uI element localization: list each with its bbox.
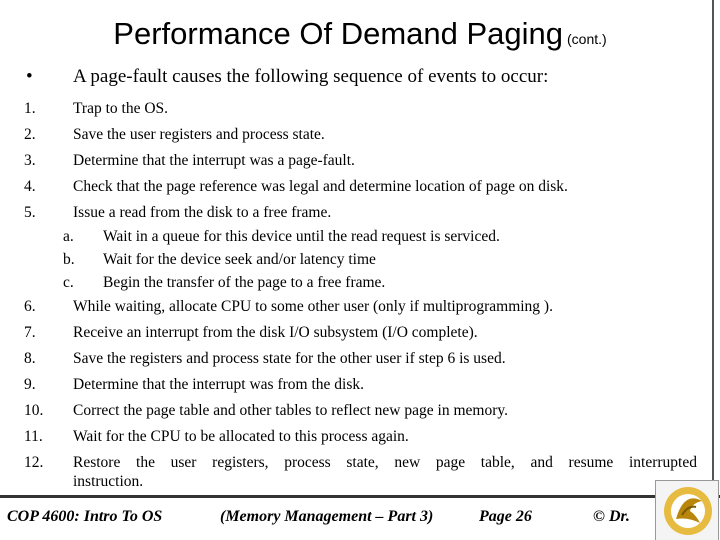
- step-text: Correct the page table and other tables to reflect new page in memory.: [73, 402, 508, 419]
- step-text: Determine that the interrupt was a page-fault.: [73, 152, 355, 169]
- footer-copyright: © Dr.: [593, 508, 630, 525]
- step-text: Receive an interrupt from the disk I/O subsystem (I/O complete).: [73, 324, 478, 341]
- step-number: 6.: [24, 298, 36, 315]
- list-item-step-12: [0, 454, 720, 472]
- step-number: 8.: [24, 350, 36, 367]
- step-text: Trap to the OS.: [73, 100, 169, 117]
- bullet-text: A page-fault causes the following sequence of events to occur:: [73, 66, 549, 87]
- substep-letter: b.: [63, 251, 75, 268]
- list-item-step-7: [0, 324, 720, 342]
- list-item-step-2: [0, 126, 720, 144]
- step-number: 5.: [24, 204, 36, 221]
- step-number: 3.: [24, 152, 36, 169]
- substep-letter: c.: [63, 274, 74, 291]
- step-text-continuation: instruction.: [73, 473, 144, 490]
- step-number: 11.: [24, 428, 43, 445]
- list-item-step-6: [0, 298, 720, 316]
- slide-title-suffix: (cont.): [567, 31, 607, 47]
- step-number: 9.: [24, 376, 36, 393]
- university-logo-icon: [655, 480, 719, 540]
- step-number: 12.: [24, 454, 44, 471]
- footer-course: COP 4600: Intro To OS: [7, 508, 163, 525]
- list-item-substep-c: [0, 274, 720, 292]
- slide-title: [0, 16, 720, 52]
- slide-title-text: Performance Of Demand Paging: [113, 16, 564, 51]
- list-item-step-11: [0, 428, 720, 446]
- step-text: Wait for the CPU to be allocated to this process again.: [73, 428, 409, 445]
- step-text: Issue a read from the disk to a free frame.: [73, 204, 332, 221]
- step-number: 1.: [24, 100, 36, 117]
- list-item-step-8: [0, 350, 720, 368]
- footer-page-number: Page 26: [479, 508, 532, 525]
- substep-text: Wait in a queue for this device until the read request is serviced.: [103, 228, 500, 245]
- logo-graphic: [656, 481, 718, 540]
- list-item-step-1: [0, 100, 720, 118]
- step-text: Save the registers and process state for the other user if step 6 is used.: [73, 350, 506, 367]
- list-item-step-5: [0, 204, 720, 222]
- list-item-substep-b: [0, 251, 720, 269]
- step-number: 10.: [24, 402, 44, 419]
- step-text: Determine that the interrupt was from the disk.: [73, 376, 364, 393]
- step-text: Restore the user registers, process state, new page table, and resume interrupted: [73, 454, 697, 471]
- footer-divider: [0, 495, 720, 498]
- step-text: Check that the page reference was legal and determine location of page on disk.: [73, 178, 568, 195]
- footer-topic: (Memory Management – Part 3): [220, 508, 434, 525]
- list-item-step-3: [0, 152, 720, 170]
- list-item-substep-a: [0, 228, 720, 246]
- substep-text: Begin the transfer of the page to a free frame.: [103, 274, 386, 291]
- bullet-marker: •: [26, 66, 33, 87]
- list-item-step-10: [0, 402, 720, 420]
- list-item-step-9: [0, 376, 720, 394]
- substep-text: Wait for the device seek and/or latency time: [103, 251, 376, 268]
- step-number: 7.: [24, 324, 36, 341]
- step-number: 4.: [24, 178, 36, 195]
- list-item-step-4: [0, 178, 720, 196]
- step-text: Save the user registers and process state.: [73, 126, 325, 143]
- list-item-step-12-continuation: [0, 473, 720, 491]
- step-number: 2.: [24, 126, 36, 143]
- step-text: While waiting, allocate CPU to some other user (only if multiprogramming ).: [73, 298, 553, 315]
- substep-letter: a.: [63, 228, 74, 245]
